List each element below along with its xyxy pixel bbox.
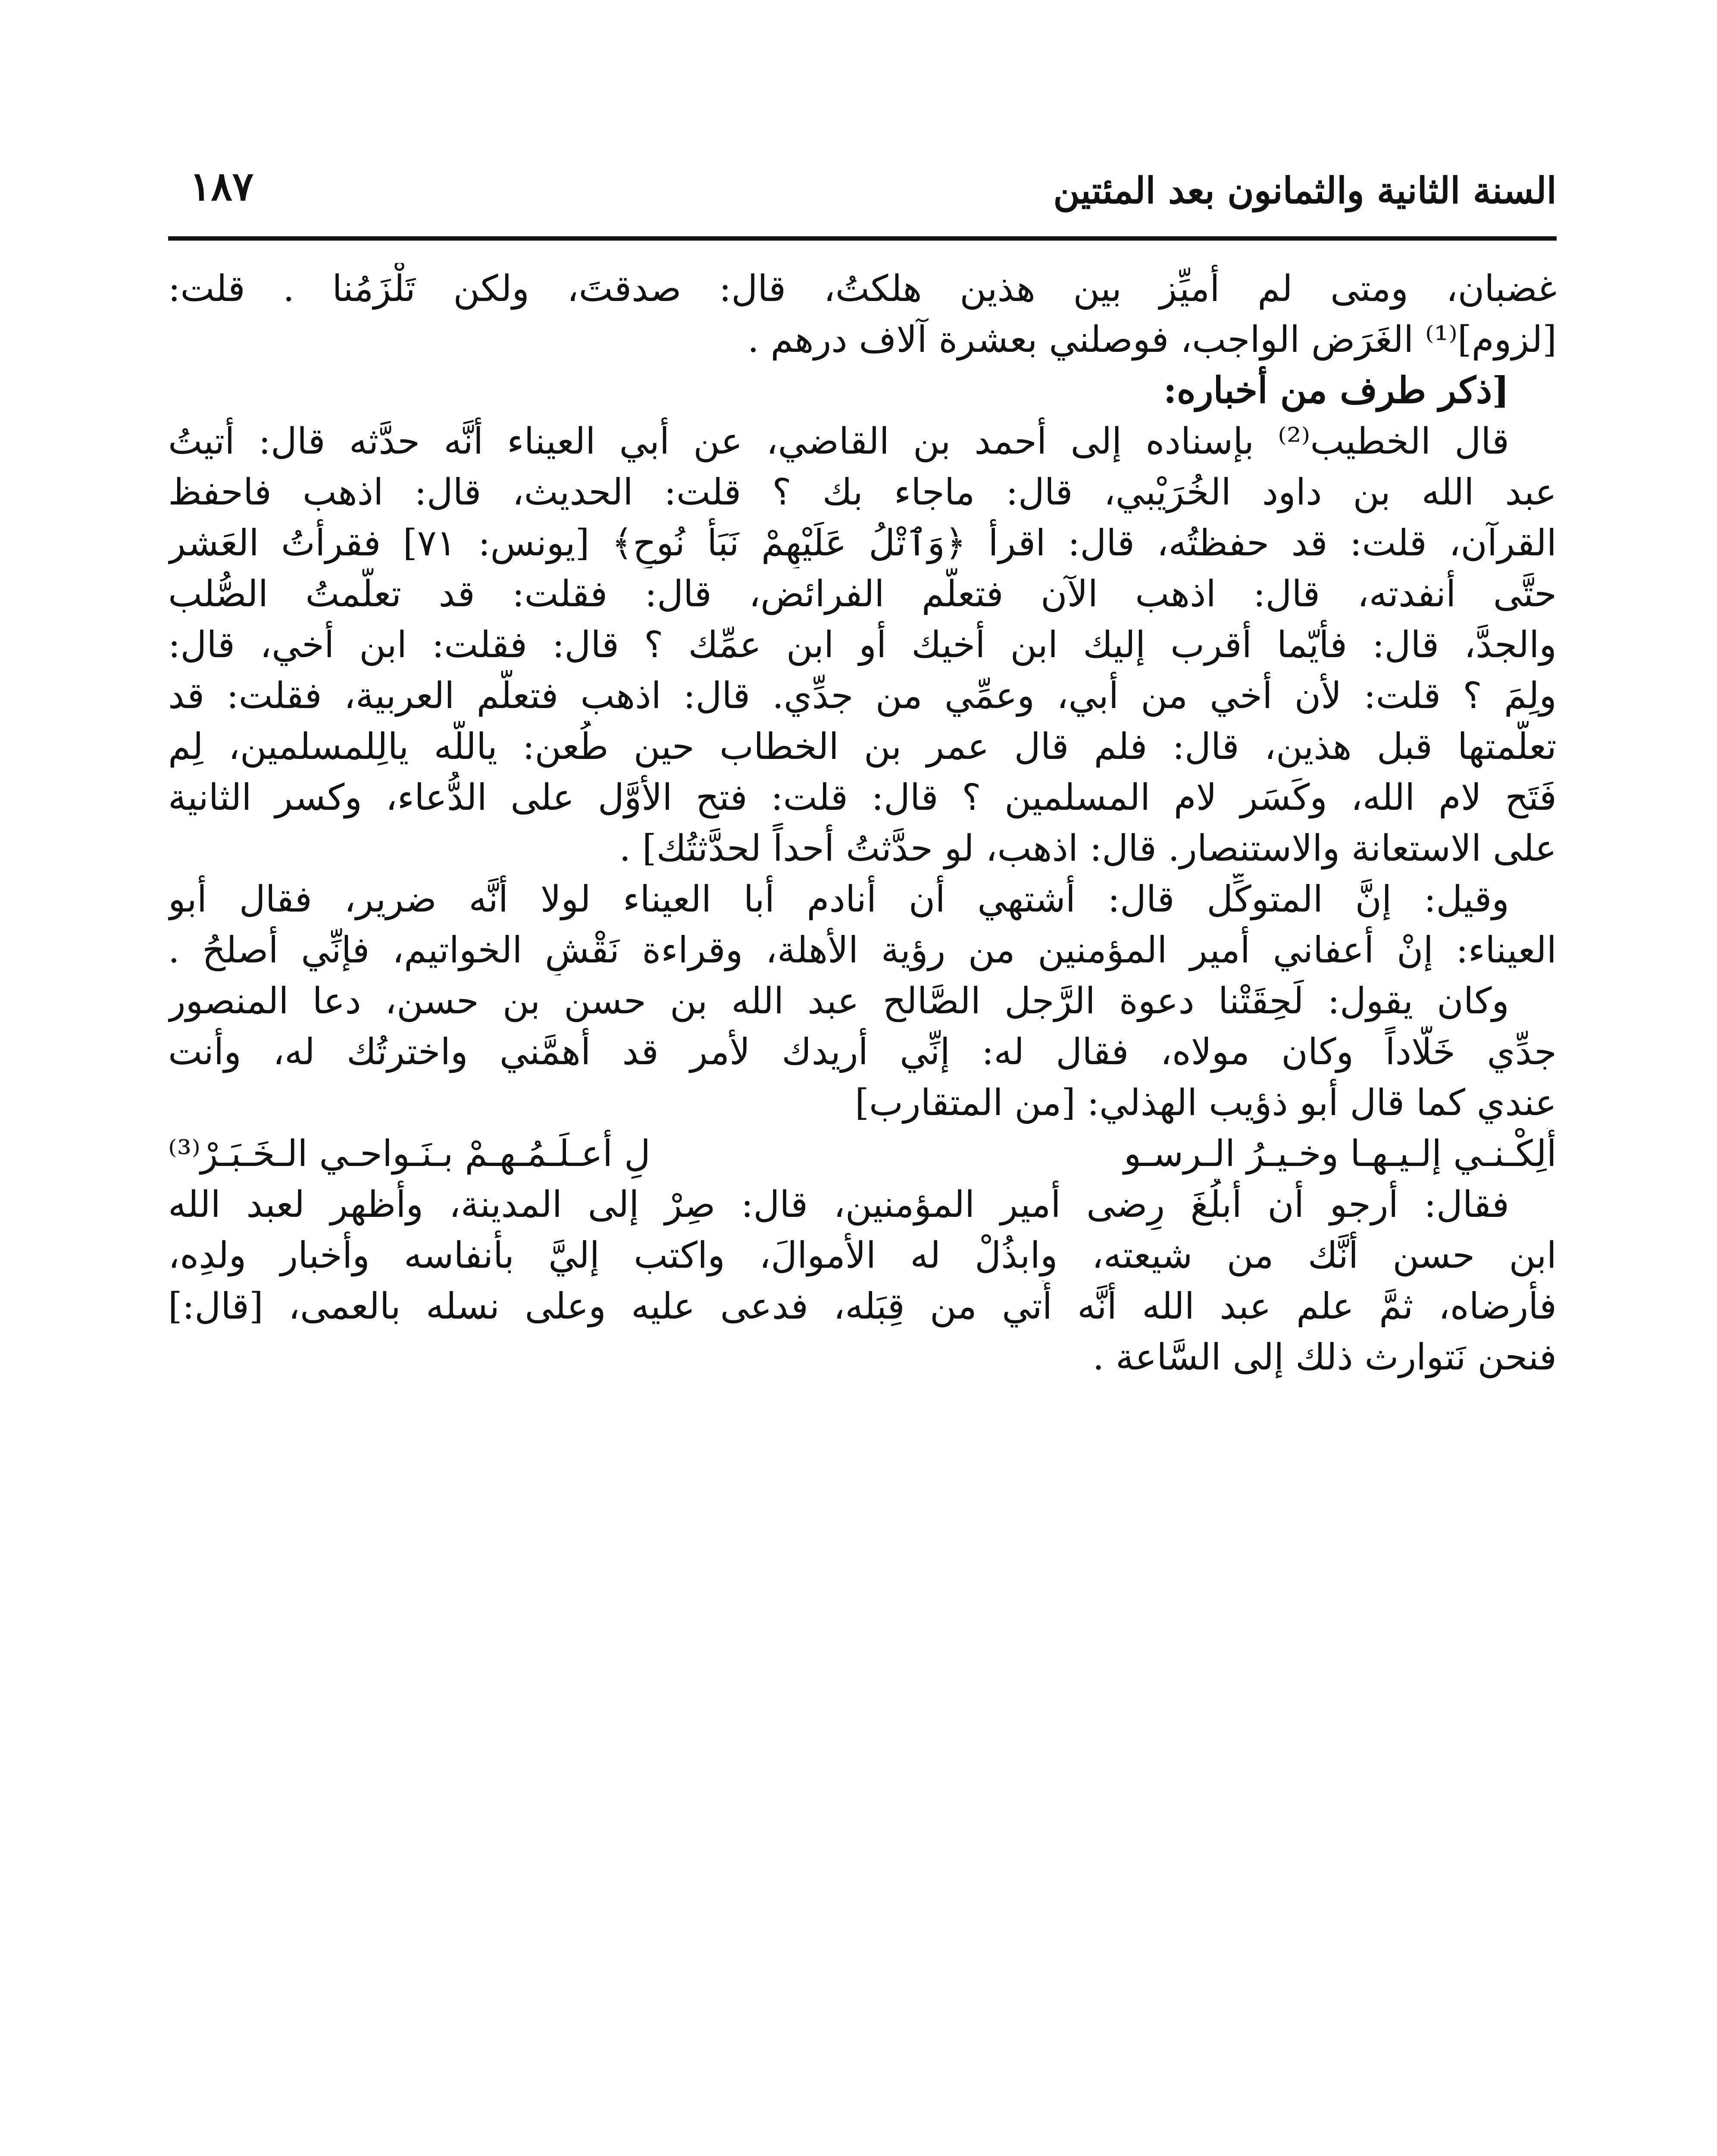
text-line: قال الخطيب⁽²⁾ بإسناده إلى أحمد بن القاضي، عن أبي العيناء أنَّه حدَّثه قال: أتيتُ: [168, 420, 1509, 462]
text-line: على الاستعانة والاستنصار. قال: اذهب، لو حدَّثتُ أحداً لحدَّثتُك] .: [619, 827, 1557, 869]
text-line: [لزوم]⁽¹⁾ الغَرَض الواجب، فوصلني بعشرة آلاف درهم .: [747, 318, 1557, 360]
running-title: السنة الثانية والثمانون بعد المئتين: [1053, 169, 1557, 212]
text-line: حتَّى أنفدته، قال: اذهب الآن فتعلّم الفرائض، قال: فقلت: قد تعلَّمتُ الصُّلب: [168, 573, 1557, 615]
text-line: عندي كما قال أبو ذؤيب الهذلي: [من المتقارب]: [855, 1081, 1557, 1124]
section-heading: [ذكر طرف من أخباره:: [1163, 369, 1509, 411]
header-rule: [168, 236, 1557, 241]
text-line: ابن حسن أنَّك من شيعته، وابذُلْ له الأموالَ، واكتب إليَّ بأنفاسه وأخبار ولدِه،: [168, 1234, 1557, 1276]
text-line: القرآن، قلت: قد حفظتُه، قال: اقرأ ﴿وَٱتْلُ عَلَيْهِمْ نَبَأَ نُوحٍ﴾ [يونس: ٧١] فقرأتُ العَشر: [168, 522, 1557, 564]
verse-hemistich-first: أَلِكْـنـي إلـيـهـا وخـيـرُ الـرسـو: [1123, 1132, 1557, 1175]
text-line: والجدَّ، قال: فأيّما أقرب إليك ابن أخيك أو ابن عمِّك ؟ قال: فقلت: ابن أخي، قال:: [168, 624, 1557, 666]
text-line: فقال: أرجو أن أبلُغَ رِضى أمير المؤمنين، قال: صِرْ إلى المدينة، وأظهر لعبد الله: [168, 1183, 1509, 1225]
text-line: وقيل: إنَّ المتوكِّل قال: أشتهي أن أنادم أبا العيناء لولا أنَّه ضرير، فقال أبو: [168, 878, 1509, 920]
text-line: فنحن نَتوارث ذلك إلى السَّاعة .: [1092, 1336, 1557, 1378]
page-number: ١٨٧: [190, 163, 254, 210]
verse-hemistich-second: لِ أعـلَـمُـهـمْ بـنَـواحـي الـخَـبَـرْ⁽³⁾: [168, 1132, 651, 1175]
text-line: فأرضاه، ثمَّ علم عبد الله أنَّه أُتي من قِبَله، فدعى عليه وعلى نسله بالعمى، [قال:]: [168, 1285, 1557, 1327]
text-line: عبد الله بن داود الخُرَيْبي، قال: ماجاء بك ؟ قلت: الحديث، قال: اذهب فاحفظ: [168, 471, 1557, 513]
text-line: فَتَح لام الله، وكَسَر لام المسلمين ؟ قال: قلت: فتح الأوَّل على الدُّعاء، وكسر الثانية: [168, 776, 1557, 818]
text-line: جدِّي خَلّاداً وكان مولاه، فقال له: إنِّي أريدك لأمر قد أهمَّني واخترتُك له، وأنت: [168, 1031, 1557, 1073]
text-line: العيناء: إنْ أعفاني أمير المؤمنين من رؤية الأهلة، وقراءة نَقْشِ الخواتيم، فإنِّي أصلحُ .: [168, 929, 1557, 971]
poetry-verse: [168, 1128, 1557, 1179]
text-line: غضبان، ومتى لم أميِّز بين هذين هلكتُ، قال: صدقتَ، ولكن تَلْزَمُنا . قلت:: [168, 267, 1557, 310]
text-line: ولِمَ ؟ قلت: لأن أخي من أبي، وعمِّي من جدِّي. قال: اذهب فتعلَّم العربية، فقلت: قد: [168, 674, 1557, 717]
main-text: [168, 263, 1557, 1382]
text-line: تعلّمتها قبل هذين، قال: فلم قال عمر بن الخطاب حين طُعن: ياللَّه يالِلمسلمين، لِم: [168, 725, 1557, 768]
text-line: وكان يقول: لَحِقَتْنا دعوة الرَّجل الصَّالح عبد الله بن حسن بن حسن، دعا المنصور: [168, 980, 1509, 1022]
